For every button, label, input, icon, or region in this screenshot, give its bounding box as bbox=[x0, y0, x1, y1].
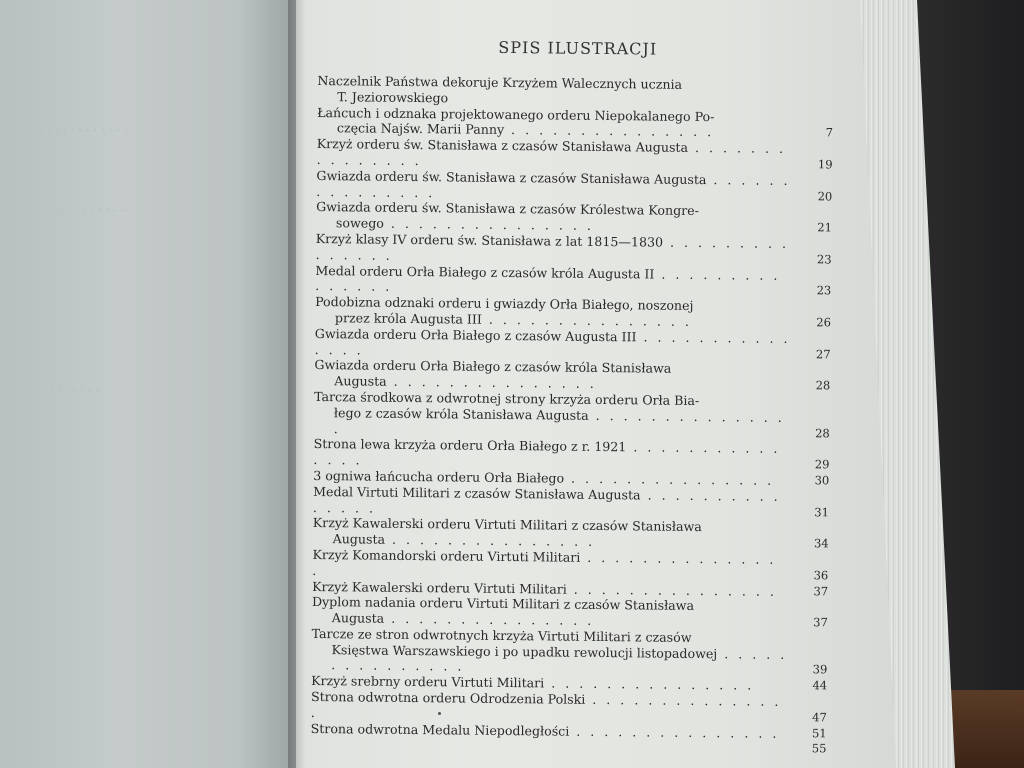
toc-entry-line: Łańcuch i odznaka projektowanego orderu Niepokalanego Po- bbox=[317, 104, 715, 124]
toc-entry-line: 3 ogniwa łańcucha orderu Orła Białego . . . bbox=[313, 468, 789, 489]
page-heading: SPIS ILUSTRACJI bbox=[498, 37, 658, 59]
book-gutter bbox=[288, 0, 306, 768]
toc-page-number: 31 bbox=[814, 504, 830, 519]
toc-entry-line: częcia Najśw. Marii Panny . . . bbox=[317, 120, 793, 141]
toc-entry-line: Krzyż Kawalerski orderu Virtuti Militari . . . bbox=[312, 578, 788, 599]
toc-entry-line: Augusta . . . bbox=[313, 531, 789, 552]
toc-entry-line: Krzyż srebrny orderu Virtuti Militari . . . bbox=[311, 673, 787, 694]
toc-page-number: 23 bbox=[816, 252, 832, 267]
toc-entry-line: Krzyż Komandorski orderu Virtuti Militari . . . bbox=[312, 547, 788, 584]
toc-entry-line: Strona lewa krzyża orderu Orła Białego z r. 1921 . . . bbox=[313, 436, 789, 473]
toc-page-number: 27 bbox=[815, 346, 831, 361]
toc-entry-line: Tarcze ze stron odwrotnych krzyża Virtuti Militari z czasów bbox=[311, 625, 692, 645]
bleed-through-text: . . . . . . . bbox=[50, 380, 100, 394]
toc-entry-line: T. Jeziorowskiego bbox=[337, 89, 449, 106]
bleed-through-text: . . . . . . . . . bbox=[60, 200, 125, 214]
toc-entry bbox=[311, 626, 831, 679]
toc-page-number: 39 bbox=[812, 662, 828, 677]
toc-page-number: 23 bbox=[816, 283, 832, 298]
toc-entry-line: Naczelnik Państwa dekoruje Krzyżem Walecznych ucznia bbox=[317, 72, 683, 92]
toc-page-number: 26 bbox=[816, 315, 832, 330]
toc-entry-line: Krzyż klasy IV orderu św. Stanisława z lat 1815—1830 . . . bbox=[316, 231, 792, 268]
toc-entry-line: Strona odwrotna Medalu Niepodległości . . . bbox=[311, 721, 787, 742]
toc-page-number: 55 bbox=[811, 741, 827, 756]
paper-speck bbox=[438, 712, 441, 715]
toc-entry-line: przez króla Augusta III . . . bbox=[315, 310, 791, 331]
toc-entry-line: Medal orderu Orła Białego z czasów króla Augusta II . . . bbox=[315, 263, 791, 300]
toc-entry-line: Księstwa Warszawskiego i po upadku rewolucji listopadowej . . . bbox=[311, 642, 787, 679]
toc-page-number: 29 bbox=[814, 457, 830, 472]
toc-entry-line: Augusta . . . bbox=[312, 610, 788, 631]
toc-page-number: 28 bbox=[815, 425, 830, 440]
bleed-through-text: . . . . . . . . . . . . bbox=[40, 120, 128, 134]
toc-page-number: 28 bbox=[815, 378, 831, 393]
toc-entry-line: Krzyż orderu św. Stanisława z czasów Stanisława Augusta . . . bbox=[317, 136, 793, 173]
toc-page-number: 20 bbox=[817, 188, 833, 203]
toc-entry-line: Podobizna odznaki orderu i gwiazdy Orła Białego, noszonej bbox=[315, 294, 694, 314]
toc-entry-line: Krzyż Kawalerski orderu Virtuti Militari z czasów Stanisława bbox=[312, 515, 702, 535]
toc-page-number: 36 bbox=[813, 567, 829, 583]
toc-entry-line: Gwiazda orderu św. Stanisława z czasów Królestwa Kongre- bbox=[316, 199, 699, 219]
toc-page-number: 30 bbox=[814, 473, 830, 488]
toc-page-number: 7 bbox=[825, 125, 834, 140]
toc-page-number: 47 bbox=[812, 710, 827, 725]
toc-entry-line: łego z czasów króla Stanisława Augusta . . . bbox=[314, 405, 790, 442]
toc-entry-line: Gwiazda orderu Orła Białego z czasów Augusta III . . . bbox=[315, 326, 791, 363]
toc-page-number: 44 bbox=[812, 678, 828, 693]
toc-entry-line: Gwiazda orderu św. Stanisława z czasów Stanisława Augusta . . . bbox=[316, 168, 792, 205]
toc-entry-line: Dyplom nadania orderu Virtuti Militari z czasów Stanisława bbox=[311, 594, 695, 614]
toc-page-number: 51 bbox=[811, 725, 827, 741]
left-page bbox=[0, 0, 298, 768]
toc-entry bbox=[314, 389, 834, 442]
toc-page-number: 19 bbox=[817, 157, 833, 172]
toc-entry-line: Tarcza środkowa z odwrotnej strony krzyża orderu Orła Bia- bbox=[314, 388, 700, 408]
toc-entry-line: Strona odwrotna orderu Odrodzenia Polski . . . bbox=[311, 689, 787, 726]
toc-page-number: 37 bbox=[813, 615, 828, 630]
toc-entry-line: Medal Virtuti Militari z czasów Stanisława Augusta . . . bbox=[313, 484, 789, 521]
toc-entry-line: sowego . . . bbox=[316, 215, 792, 236]
toc-page-number: 21 bbox=[817, 220, 833, 235]
illustrations-list bbox=[310, 28, 838, 758]
toc-entry-line: Gwiazda orderu Orła Białego z czasów króla Stanisława bbox=[314, 357, 672, 377]
toc-page-number: 37 bbox=[813, 583, 829, 598]
toc-entries bbox=[311, 73, 838, 742]
toc-entry-line: Augusta . . . bbox=[314, 373, 790, 394]
toc-page-number: 34 bbox=[813, 536, 829, 551]
